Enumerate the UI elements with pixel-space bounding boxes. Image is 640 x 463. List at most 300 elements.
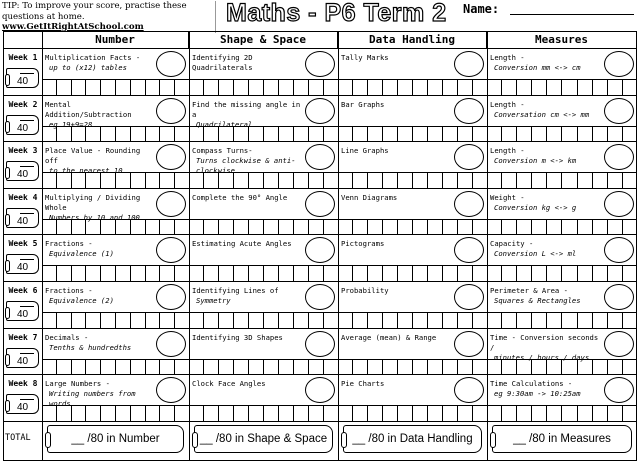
answer-box[interactable] [561,80,576,95]
answer-box[interactable] [42,406,56,421]
answer-box[interactable] [457,220,472,235]
answer-box[interactable] [233,80,248,95]
answer-box[interactable] [457,127,472,142]
answer-box[interactable] [427,80,442,95]
answer-box[interactable] [427,266,442,281]
score-blank[interactable] [20,399,34,400]
answer-box[interactable] [367,406,382,421]
answer-box[interactable] [546,80,561,95]
answer-box[interactable] [248,406,263,421]
answer-box[interactable] [501,127,516,142]
answer-box[interactable] [174,127,189,142]
answer-box[interactable] [233,406,248,421]
answer-box[interactable] [85,360,100,375]
answer-box[interactable] [130,80,145,95]
answer-box[interactable] [174,220,189,235]
answer-box[interactable] [516,80,531,95]
answer-box[interactable] [338,220,352,235]
answer-box[interactable] [442,360,457,375]
answer-boxes[interactable] [189,219,338,235]
answer-boxes[interactable] [338,359,487,375]
answer-box[interactable] [308,173,323,188]
answer-box[interactable] [263,80,278,95]
answer-box[interactable] [397,360,412,375]
answer-box[interactable] [577,266,592,281]
score-circle[interactable] [156,331,186,357]
answer-box[interactable] [248,173,263,188]
answer-box[interactable] [412,220,427,235]
answer-box[interactable] [397,80,412,95]
answer-box[interactable] [397,127,412,142]
answer-box[interactable] [412,127,427,142]
answer-box[interactable] [174,360,189,375]
total-box[interactable] [47,425,184,453]
answer-box[interactable] [531,360,546,375]
answer-box[interactable] [115,313,130,328]
answer-box[interactable] [71,220,86,235]
answer-box[interactable] [487,220,501,235]
answer-box[interactable] [115,80,130,95]
answer-box[interactable] [561,127,576,142]
answer-box[interactable] [189,80,203,95]
answer-box[interactable] [323,360,338,375]
answer-box[interactable] [516,266,531,281]
answer-box[interactable] [622,80,637,95]
answer-box[interactable] [233,360,248,375]
answer-box[interactable] [233,173,248,188]
answer-box[interactable] [42,360,56,375]
answer-box[interactable] [203,266,218,281]
answer-box[interactable] [145,266,160,281]
answer-box[interactable] [278,266,293,281]
answer-box[interactable] [622,266,637,281]
answer-box[interactable] [607,220,622,235]
answer-box[interactable] [278,173,293,188]
answer-box[interactable] [352,313,367,328]
score-circle[interactable] [454,191,484,217]
answer-boxes[interactable] [338,265,487,281]
answer-boxes[interactable] [42,359,189,375]
answer-box[interactable] [382,173,397,188]
answer-box[interactable] [412,266,427,281]
answer-box[interactable] [577,173,592,188]
answer-box[interactable] [592,360,607,375]
answer-box[interactable] [174,173,189,188]
answer-box[interactable] [263,173,278,188]
week-score-box[interactable] [6,208,39,228]
answer-box[interactable] [115,360,130,375]
answer-box[interactable] [100,173,115,188]
answer-box[interactable] [308,220,323,235]
answer-box[interactable] [203,360,218,375]
answer-box[interactable] [501,266,516,281]
answer-box[interactable] [85,220,100,235]
answer-box[interactable] [203,173,218,188]
answer-boxes[interactable] [487,265,637,281]
answer-boxes[interactable] [338,405,487,421]
answer-box[interactable] [561,220,576,235]
answer-box[interactable] [293,220,308,235]
answer-box[interactable] [248,127,263,142]
answer-boxes[interactable] [42,172,189,188]
answer-boxes[interactable] [189,405,338,421]
answer-box[interactable] [338,360,352,375]
answer-box[interactable] [293,360,308,375]
score-circle[interactable] [454,51,484,77]
answer-box[interactable] [323,313,338,328]
answer-box[interactable] [56,220,71,235]
answer-boxes[interactable] [189,265,338,281]
answer-box[interactable] [592,406,607,421]
answer-box[interactable] [308,127,323,142]
answer-box[interactable] [159,220,174,235]
answer-box[interactable] [472,220,487,235]
answer-box[interactable] [577,313,592,328]
answer-box[interactable] [352,220,367,235]
total-box[interactable] [492,425,632,453]
answer-box[interactable] [352,266,367,281]
answer-box[interactable] [352,406,367,421]
answer-box[interactable] [531,266,546,281]
answer-box[interactable] [442,80,457,95]
score-circle[interactable] [604,51,634,77]
answer-box[interactable] [145,173,160,188]
answer-box[interactable] [457,173,472,188]
score-circle[interactable] [156,51,186,77]
answer-box[interactable] [501,406,516,421]
score-circle[interactable] [604,191,634,217]
total-box[interactable] [194,425,333,453]
answer-box[interactable] [531,313,546,328]
answer-box[interactable] [516,173,531,188]
answer-box[interactable] [382,220,397,235]
answer-box[interactable] [592,173,607,188]
answer-box[interactable] [457,266,472,281]
answer-boxes[interactable] [189,359,338,375]
answer-box[interactable] [531,220,546,235]
answer-box[interactable] [561,173,576,188]
answer-box[interactable] [71,360,86,375]
answer-box[interactable] [233,313,248,328]
answer-box[interactable] [412,313,427,328]
answer-box[interactable] [323,266,338,281]
answer-box[interactable] [248,80,263,95]
answer-box[interactable] [352,127,367,142]
answer-box[interactable] [189,220,203,235]
score-circle[interactable] [156,191,186,217]
answer-box[interactable] [487,173,501,188]
answer-box[interactable] [100,80,115,95]
answer-box[interactable] [159,127,174,142]
week-score-box[interactable] [6,161,39,181]
answer-box[interactable] [85,173,100,188]
answer-box[interactable] [516,360,531,375]
answer-box[interactable] [427,127,442,142]
answer-box[interactable] [174,313,189,328]
answer-box[interactable] [397,406,412,421]
answer-box[interactable] [607,360,622,375]
answer-box[interactable] [382,360,397,375]
answer-box[interactable] [352,360,367,375]
answer-boxes[interactable] [189,172,338,188]
answer-box[interactable] [145,80,160,95]
answer-box[interactable] [607,127,622,142]
answer-box[interactable] [367,360,382,375]
answer-box[interactable] [487,360,501,375]
answer-box[interactable] [546,406,561,421]
answer-box[interactable] [472,406,487,421]
answer-box[interactable] [367,127,382,142]
answer-box[interactable] [130,313,145,328]
answer-box[interactable] [442,406,457,421]
answer-box[interactable] [427,220,442,235]
answer-box[interactable] [42,220,56,235]
score-blank[interactable] [20,73,34,74]
answer-box[interactable] [501,313,516,328]
answer-boxes[interactable] [42,265,189,281]
answer-box[interactable] [189,360,203,375]
answer-box[interactable] [293,173,308,188]
answer-box[interactable] [382,313,397,328]
answer-box[interactable] [472,127,487,142]
score-circle[interactable] [305,377,335,403]
answer-box[interactable] [607,266,622,281]
answer-box[interactable] [159,360,174,375]
answer-box[interactable] [516,127,531,142]
answer-box[interactable] [592,313,607,328]
score-circle[interactable] [604,284,634,310]
answer-box[interactable] [293,80,308,95]
answer-box[interactable] [592,266,607,281]
answer-box[interactable] [263,266,278,281]
answer-box[interactable] [577,220,592,235]
answer-boxes[interactable] [189,312,338,328]
answer-box[interactable] [487,127,501,142]
answer-box[interactable] [71,173,86,188]
answer-box[interactable] [487,313,501,328]
score-circle[interactable] [305,191,335,217]
answer-box[interactable] [56,313,71,328]
answer-box[interactable] [85,313,100,328]
answer-boxes[interactable] [487,405,637,421]
answer-box[interactable] [145,313,160,328]
score-circle[interactable] [156,98,186,124]
answer-box[interactable] [159,80,174,95]
score-circle[interactable] [604,144,634,170]
answer-box[interactable] [487,406,501,421]
answer-box[interactable] [442,266,457,281]
answer-box[interactable] [531,127,546,142]
answer-box[interactable] [42,313,56,328]
answer-box[interactable] [472,313,487,328]
score-circle[interactable] [604,377,634,403]
answer-boxes[interactable] [338,312,487,328]
answer-boxes[interactable] [338,219,487,235]
score-circle[interactable] [305,51,335,77]
answer-boxes[interactable] [487,312,637,328]
score-circle[interactable] [454,144,484,170]
answer-box[interactable] [145,220,160,235]
answer-box[interactable] [397,220,412,235]
answer-box[interactable] [546,360,561,375]
answer-box[interactable] [367,313,382,328]
answer-box[interactable] [592,80,607,95]
answer-box[interactable] [427,313,442,328]
score-circle[interactable] [454,98,484,124]
answer-box[interactable] [427,360,442,375]
answer-box[interactable] [622,173,637,188]
answer-box[interactable] [427,406,442,421]
answer-box[interactable] [56,173,71,188]
answer-box[interactable] [323,220,338,235]
answer-box[interactable] [278,360,293,375]
answer-box[interactable] [293,406,308,421]
answer-box[interactable] [56,406,71,421]
answer-box[interactable] [159,266,174,281]
answer-boxes[interactable] [338,172,487,188]
answer-box[interactable] [189,127,203,142]
answer-box[interactable] [338,173,352,188]
answer-box[interactable] [501,80,516,95]
score-circle[interactable] [604,98,634,124]
answer-box[interactable] [367,266,382,281]
answer-box[interactable] [189,313,203,328]
answer-box[interactable] [85,127,100,142]
answer-box[interactable] [42,80,56,95]
answer-box[interactable] [56,266,71,281]
answer-box[interactable] [412,360,427,375]
answer-boxes[interactable] [189,126,338,142]
answer-box[interactable] [352,80,367,95]
answer-box[interactable] [546,266,561,281]
answer-boxes[interactable] [42,312,189,328]
answer-box[interactable] [501,360,516,375]
answer-box[interactable] [367,220,382,235]
answer-box[interactable] [248,313,263,328]
answer-box[interactable] [189,266,203,281]
answer-box[interactable] [293,266,308,281]
answer-box[interactable] [501,220,516,235]
answer-box[interactable] [308,80,323,95]
answer-box[interactable] [367,80,382,95]
answer-box[interactable] [145,127,160,142]
score-blank[interactable] [20,259,34,260]
answer-box[interactable] [338,127,352,142]
answer-box[interactable] [397,173,412,188]
answer-box[interactable] [145,406,160,421]
answer-box[interactable] [218,406,233,421]
answer-box[interactable] [442,173,457,188]
answer-box[interactable] [218,313,233,328]
score-circle[interactable] [454,284,484,310]
answer-box[interactable] [218,220,233,235]
score-circle[interactable] [305,331,335,357]
answer-boxes[interactable] [487,79,637,95]
answer-boxes[interactable] [487,126,637,142]
answer-box[interactable] [457,360,472,375]
answer-box[interactable] [115,127,130,142]
answer-boxes[interactable] [42,219,189,235]
answer-box[interactable] [323,173,338,188]
answer-box[interactable] [412,406,427,421]
answer-box[interactable] [338,80,352,95]
answer-box[interactable] [412,173,427,188]
answer-box[interactable] [308,313,323,328]
answer-box[interactable] [442,220,457,235]
answer-box[interactable] [115,173,130,188]
answer-box[interactable] [308,406,323,421]
answer-boxes[interactable] [42,405,189,421]
answer-box[interactable] [338,313,352,328]
answer-box[interactable] [308,360,323,375]
answer-boxes[interactable] [338,126,487,142]
answer-box[interactable] [352,173,367,188]
answer-box[interactable] [130,220,145,235]
answer-box[interactable] [233,127,248,142]
answer-box[interactable] [607,313,622,328]
answer-box[interactable] [263,127,278,142]
answer-box[interactable] [382,127,397,142]
answer-box[interactable] [130,406,145,421]
score-circle[interactable] [305,144,335,170]
answer-box[interactable] [293,313,308,328]
answer-box[interactable] [577,406,592,421]
answer-box[interactable] [442,313,457,328]
answer-box[interactable] [71,266,86,281]
answer-box[interactable] [622,360,637,375]
answer-box[interactable] [592,220,607,235]
answer-boxes[interactable] [487,219,637,235]
answer-box[interactable] [546,173,561,188]
answer-box[interactable] [278,313,293,328]
answer-box[interactable] [85,406,100,421]
answer-box[interactable] [100,266,115,281]
answer-box[interactable] [577,360,592,375]
answer-box[interactable] [85,266,100,281]
score-blank[interactable] [20,120,34,121]
score-blank[interactable] [20,306,34,307]
answer-box[interactable] [174,406,189,421]
score-blank[interactable] [20,166,34,167]
answer-boxes[interactable] [42,126,189,142]
answer-box[interactable] [323,127,338,142]
answer-box[interactable] [218,173,233,188]
answer-box[interactable] [115,406,130,421]
answer-box[interactable] [338,406,352,421]
answer-box[interactable] [159,406,174,421]
answer-box[interactable] [427,173,442,188]
answer-box[interactable] [233,266,248,281]
answer-box[interactable] [577,127,592,142]
score-circle[interactable] [156,144,186,170]
score-circle[interactable] [156,377,186,403]
answer-box[interactable] [382,266,397,281]
answer-box[interactable] [278,406,293,421]
answer-box[interactable] [607,406,622,421]
answer-box[interactable] [100,313,115,328]
answer-box[interactable] [203,80,218,95]
week-score-box[interactable] [6,115,39,135]
tip-website[interactable]: www.GetItRightAtSchool.com [2,22,144,32]
answer-box[interactable] [607,173,622,188]
answer-box[interactable] [189,406,203,421]
score-circle[interactable] [604,331,634,357]
answer-box[interactable] [100,360,115,375]
week-score-box[interactable] [6,348,39,368]
answer-box[interactable] [159,313,174,328]
answer-box[interactable] [338,266,352,281]
score-circle[interactable] [454,377,484,403]
